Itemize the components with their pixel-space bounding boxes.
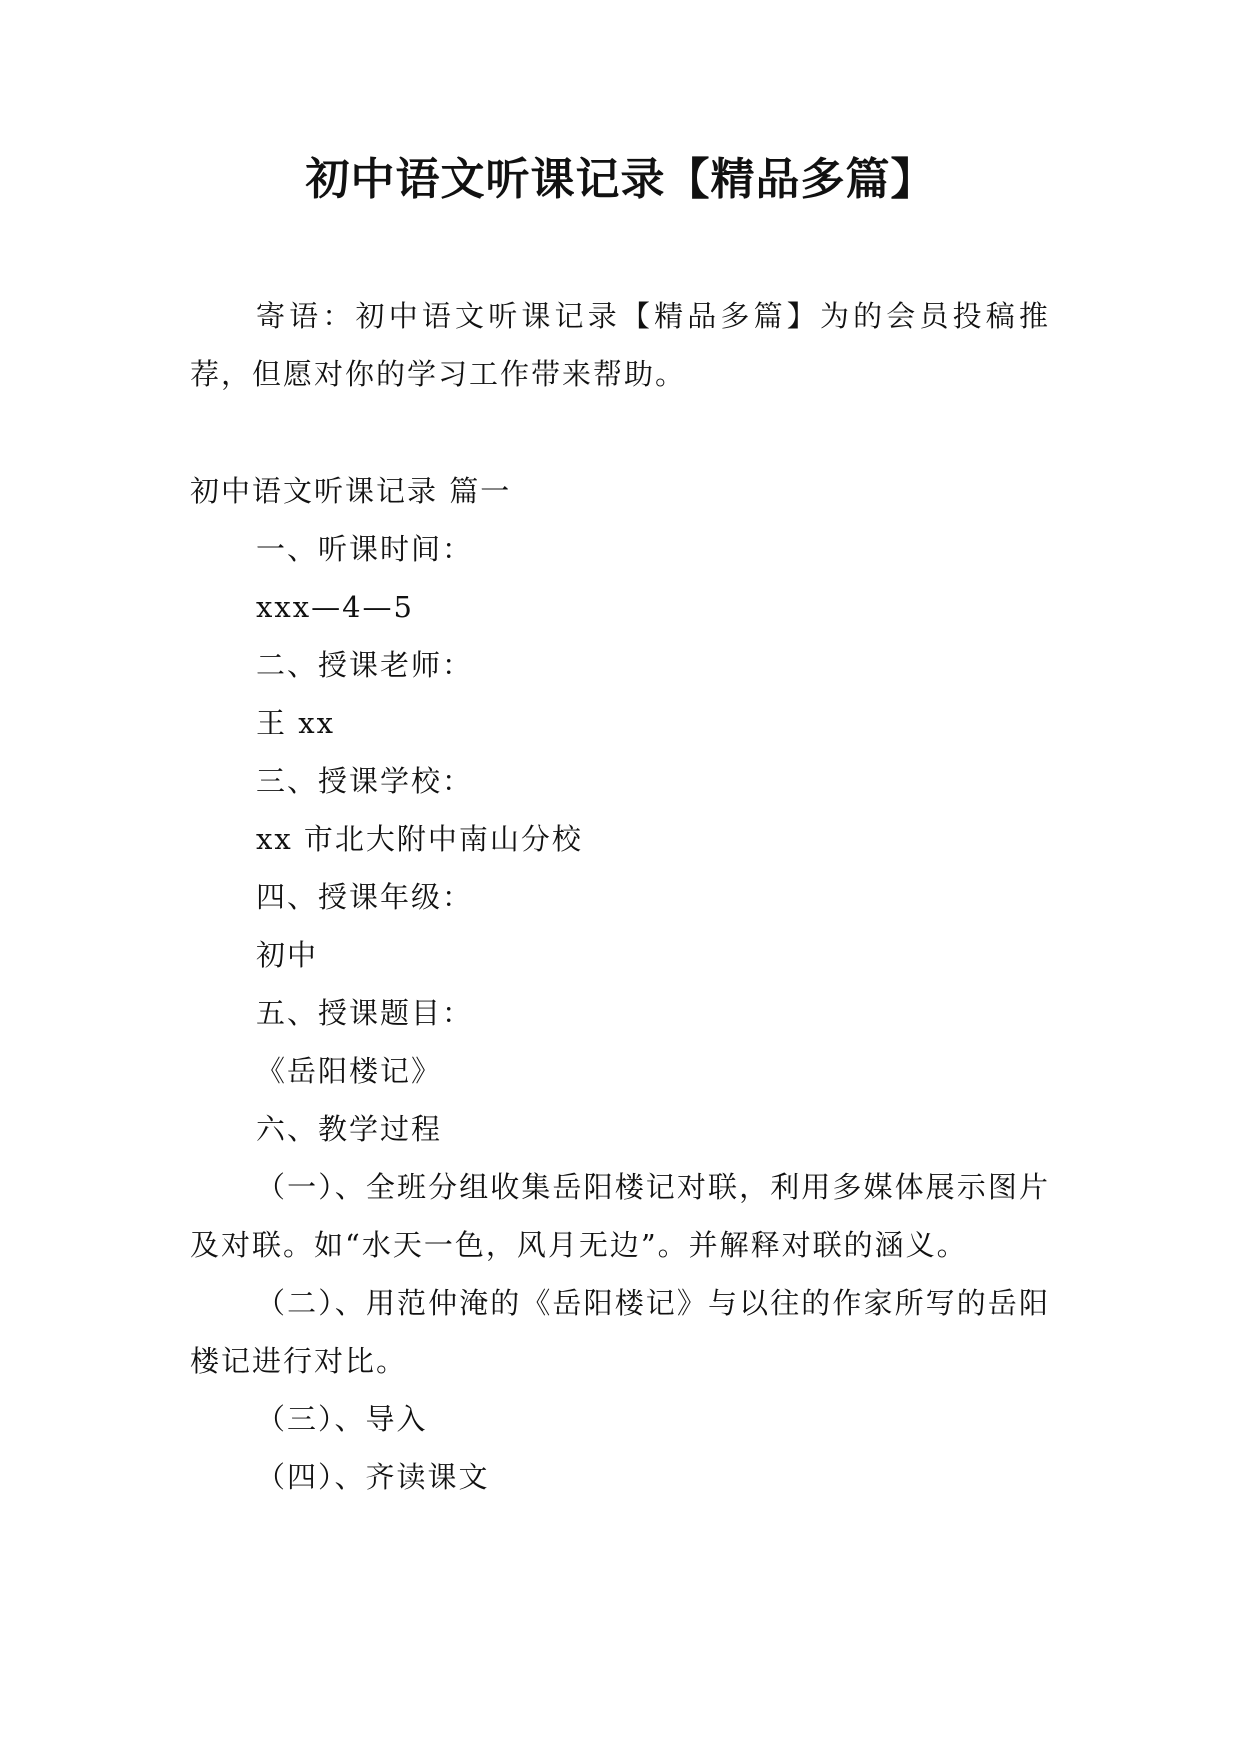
item-heading-topic: 五、授课题目： <box>256 996 474 1030</box>
item-heading-school: 三、授课学校： <box>256 764 474 798</box>
step-paragraph-2: （二）、用范仲淹的《岳阳楼记》与以往的作家所写的岳阳楼记进行对比。 <box>190 1286 1050 1378</box>
intro-block <box>190 287 1050 403</box>
content-block <box>190 462 1050 1506</box>
item-heading-teacher: 二、授课老师： <box>256 648 474 682</box>
item-value-school: xx 市北大附中南山分校 <box>256 822 583 856</box>
item-heading-process: 六、教学过程 <box>256 1112 443 1146</box>
item-heading-time: 一、听课时间： <box>256 532 474 566</box>
section-heading: 初中语文听课记录 篇一 <box>190 474 512 508</box>
document-title: 初中语文听课记录【精品多篇】 <box>305 154 936 205</box>
item-value-grade: 初中 <box>256 938 319 972</box>
item-value-topic: 《岳阳楼记》 <box>256 1054 443 1088</box>
item-value-teacher: 王 xx <box>256 706 335 740</box>
step-paragraph-1: （一）、全班分组收集岳阳楼记对联，利用多媒体展示图片及对联。如“水天一色，风月无边”。并解释对联的涵义。 <box>190 1170 1050 1262</box>
intro-paragraph: 寄语：初中语文听课记录【精品多篇】为的会员投稿推荐，但愿对你的学习工作带来帮助。 <box>190 299 1050 391</box>
step-paragraph-4: （四）、齐读课文 <box>256 1460 490 1494</box>
item-value-time: xxx—4—5 <box>256 590 414 624</box>
item-heading-grade: 四、授课年级： <box>256 880 474 914</box>
step-paragraph-3: （三）、导入 <box>256 1402 428 1436</box>
